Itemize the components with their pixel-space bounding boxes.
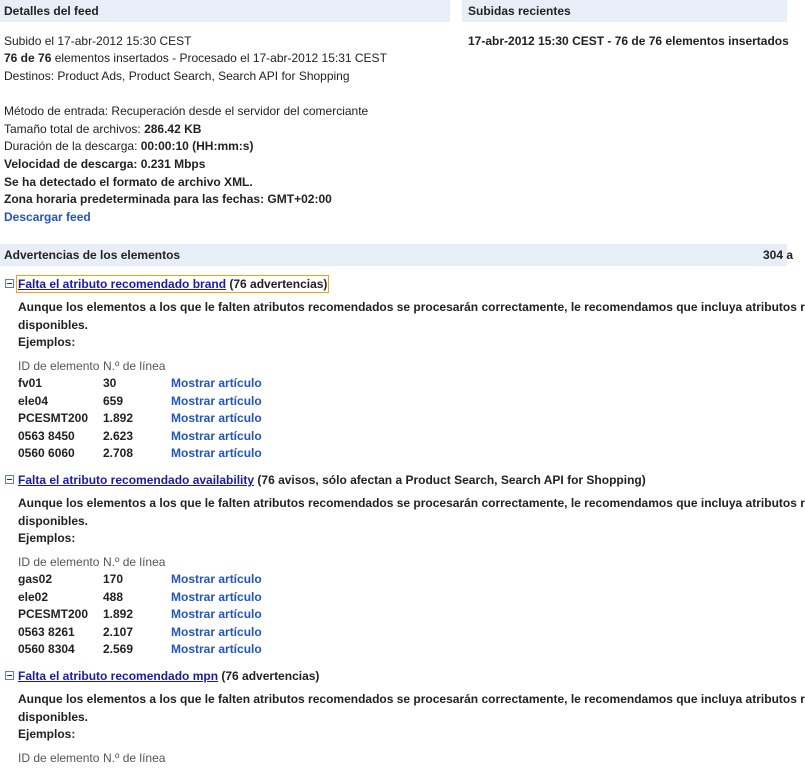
table-row-id: 0560 8304 [18,642,75,656]
download-duration-label: Duración de la descarga: [4,139,141,153]
file-size-label: Tamaño total de archivos: [4,122,145,136]
table-row-id: 0563 8450 [18,429,75,443]
feed-details-header: Detalles del feed [0,0,450,22]
warning-description-line2: disponibles. [18,710,89,724]
destinations-text: Destinos: Product Ads, Product Search, Search API for Shopping [4,69,350,83]
download-duration-text [4,139,253,153]
item-warnings-count: 304 a [763,248,794,262]
warning-link-mpn[interactable]: Falta el atributo recomendado mpn [18,669,219,683]
file-format-text: Se ha detectado el formato de archivo XML. [4,175,253,189]
uploaded-text: Subido el 17-abr-2012 15:30 CEST [4,34,192,48]
table-row-id: 0563 8261 [18,625,75,639]
download-duration-value: 00:00:10 (HH:mm:s) [140,139,254,153]
table-row-line: 1.892 [103,607,134,621]
warning-title-mpn[interactable] [18,669,319,683]
column-header-item-id: ID de elemento [18,751,100,765]
inserted-rest: elementos insertados - Procesado el 17-abr-2012 15:31 CEST [51,51,387,65]
table-row-line: 659 [103,394,124,408]
examples-label: Ejemplos: [18,335,76,349]
collapse-icon[interactable] [5,279,14,288]
table-row-line: 30 [103,376,117,390]
show-item-link[interactable]: Mostrar artículo [171,411,262,425]
recent-uploads-header: Subidas recientes [462,0,787,22]
warning-description-line2: disponibles. [18,318,89,332]
collapse-icon[interactable] [5,671,14,680]
warning-suffix-availability: (76 avisos, sólo afectan a Product Search, Search API for Shopping) [254,473,646,487]
warning-title-brand[interactable] [18,277,327,291]
item-warnings-header [0,244,794,266]
table-row-id: ele02 [18,590,49,604]
table-row-line: 2.569 [103,642,134,656]
column-header-item-id: ID de elemento [18,555,100,569]
warning-description-line2: disponibles. [18,514,89,528]
warning-suffix-mpn: (76 advertencias) [218,669,320,683]
table-row-line: 2.623 [103,429,134,443]
show-item-link[interactable]: Mostrar artículo [171,446,262,460]
file-size-text [4,122,201,136]
table-row-line: 2.107 [103,625,134,639]
table-row-line: 488 [103,590,124,604]
examples-label: Ejemplos: [18,727,76,741]
column-header-line-number: N.º de línea [103,555,166,569]
item-warnings-title: Advertencias de los elementos [4,248,181,262]
table-row-line: 170 [103,572,124,586]
input-method-text: Método de entrada: Recuperación desde el servidor del comerciante [4,104,369,118]
warning-title-availability[interactable] [18,473,646,487]
collapse-icon[interactable] [5,475,14,484]
show-item-link[interactable]: Mostrar artículo [171,429,262,443]
show-item-link[interactable]: Mostrar artículo [171,590,262,604]
show-item-link[interactable]: Mostrar artículo [171,572,262,586]
warning-description-line1: Aunque los elementos a los que le falten atributos recomendados se procesarán correctamente, le recomendamos que incluya atributos r [18,692,805,706]
column-header-line-number: N.º de línea [103,359,166,373]
show-item-link[interactable]: Mostrar artículo [171,607,262,621]
inserted-text [4,51,387,65]
warning-suffix-brand: (76 advertencias) [226,277,328,291]
download-speed-text: Velocidad de descarga: 0.231 Mbps [4,157,206,171]
show-item-link[interactable]: Mostrar artículo [171,625,262,639]
table-row-id: fv01 [18,376,43,390]
warning-description-line1: Aunque los elementos a los que le falten atributos recomendados se procesarán correctamente, le recomendamos que incluya atributos r [18,300,805,314]
warning-link-brand[interactable]: Falta el atributo recomendado brand [18,277,227,291]
show-item-link[interactable]: Mostrar artículo [171,642,262,656]
table-row-id: 0560 6060 [18,446,75,460]
file-size-value: 286.42 KB [144,122,202,136]
table-row-id: gas02 [18,572,53,586]
table-row-line: 2.708 [103,446,134,460]
timezone-text: Zona horaria predeterminada para las fechas: GMT+02:00 [4,192,332,206]
warning-description-line1: Aunque los elementos a los que le falten atributos recomendados se procesarán correctamente, le recomendamos que incluya atributos r [18,496,805,510]
column-header-line-number: N.º de línea [103,751,166,765]
column-header-item-id: ID de elemento [18,359,100,373]
show-item-link[interactable]: Mostrar artículo [171,376,262,390]
recent-upload-entry: 17-abr-2012 15:30 CEST - 76 de 76 elementos insertados [468,34,789,48]
table-row-id: ele04 [18,394,49,408]
table-row-id: PCESMT200 [18,411,89,425]
warning-link-availability[interactable]: Falta el atributo recomendado availability [18,473,255,487]
inserted-count: 76 de 76 [4,51,52,65]
table-row-line: 1.892 [103,411,134,425]
table-row-id: PCESMT200 [18,607,89,621]
examples-label: Ejemplos: [18,531,76,545]
download-feed-link[interactable]: Descargar feed [4,210,91,224]
show-item-link[interactable]: Mostrar artículo [171,394,262,408]
